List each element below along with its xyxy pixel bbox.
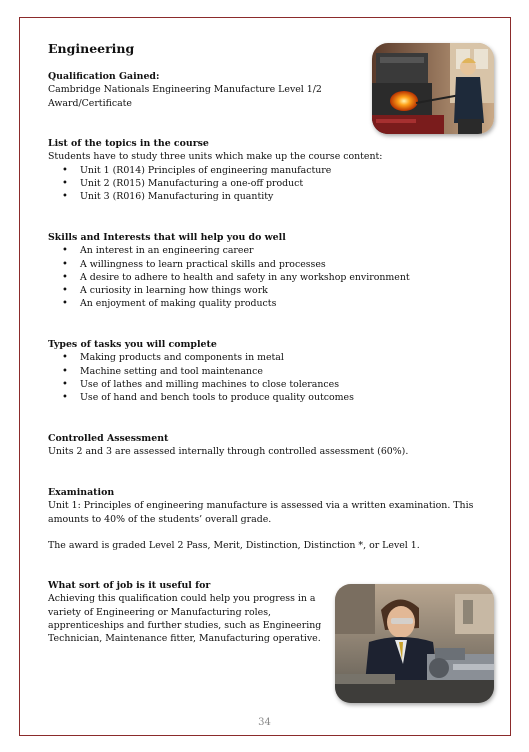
list-item: • Unit 1 (R014) Principles of engineering manufacture	[80, 164, 382, 177]
page-number: 34	[258, 717, 271, 728]
skills-heading: Skills and Interests that will help you do well	[48, 232, 286, 243]
jobs-line: Achieving this qualification could help you progress in a	[48, 593, 316, 605]
assessment-section	[48, 432, 408, 459]
forge-photo	[372, 43, 494, 134]
topics-section	[48, 137, 382, 203]
jobs-line: apprenticeships and further studies, such as Engineering	[48, 619, 322, 631]
jobs-section	[48, 579, 321, 645]
list-item: • Use of lathes and milling machines to close tolerances	[80, 378, 354, 391]
list-item: • A curiosity in learning how things work	[80, 284, 410, 297]
examination-section	[48, 486, 473, 526]
page-title: Engineering	[48, 41, 135, 56]
examination-line-2: amounts to 40% of the students’ overall grade.	[48, 513, 272, 525]
assessment-text: Units 2 and 3 are assessed internally through controlled assessment (60%).	[48, 446, 409, 458]
list-item: • A desire to adhere to health and safety in any workshop environment	[80, 271, 410, 284]
list-item: • Use of hand and bench tools to produce quality outcomes	[80, 391, 354, 404]
qualification-line-1: Cambridge Nationals Engineering Manufacture Level 1/2	[48, 84, 322, 96]
qualification-section	[48, 70, 322, 110]
topics-list	[48, 164, 382, 204]
tasks-heading: Types of tasks you will complete	[48, 339, 217, 350]
jobs-line: Technician, Maintenance fitter, Manufacturing operative.	[48, 633, 321, 645]
lathe-photo	[335, 584, 494, 703]
list-item: • Machine setting and tool maintenance	[80, 365, 354, 378]
list-item: • Unit 3 (R016) Manufacturing in quantity	[80, 190, 382, 203]
list-item: • A willingness to learn practical skills and processes	[80, 258, 410, 271]
assessment-heading: Controlled Assessment	[48, 433, 169, 444]
qualification-heading: Qualification Gained:	[48, 71, 160, 82]
list-item: • An enjoyment of making quality products	[80, 297, 410, 310]
jobs-heading: What sort of job is it useful for	[48, 580, 211, 591]
examination-line-1: Unit 1: Principles of engineering manufacture is assessed via a written examination. This	[48, 500, 474, 512]
topics-intro: Students have to study three units which make up the course content:	[48, 151, 383, 163]
examination-heading: Examination	[48, 487, 115, 498]
grading-text: The award is graded Level 2 Pass, Merit, Distinction, Distinction *, or Level 1.	[48, 540, 420, 551]
list-item: • Unit 2 (R015) Manufacturing a one-off product	[80, 177, 382, 190]
list-item: • An interest in an engineering career	[80, 244, 410, 257]
tasks-section	[48, 338, 354, 404]
list-item: • Making products and components in metal	[80, 351, 354, 364]
topics-heading: List of the topics in the course	[48, 138, 209, 149]
jobs-line: variety of Engineering or Manufacturing roles,	[48, 606, 272, 618]
skills-list	[48, 244, 410, 310]
skills-section	[48, 231, 410, 311]
qualification-line-2: Award/Certificate	[48, 97, 132, 109]
tasks-list	[48, 351, 354, 404]
